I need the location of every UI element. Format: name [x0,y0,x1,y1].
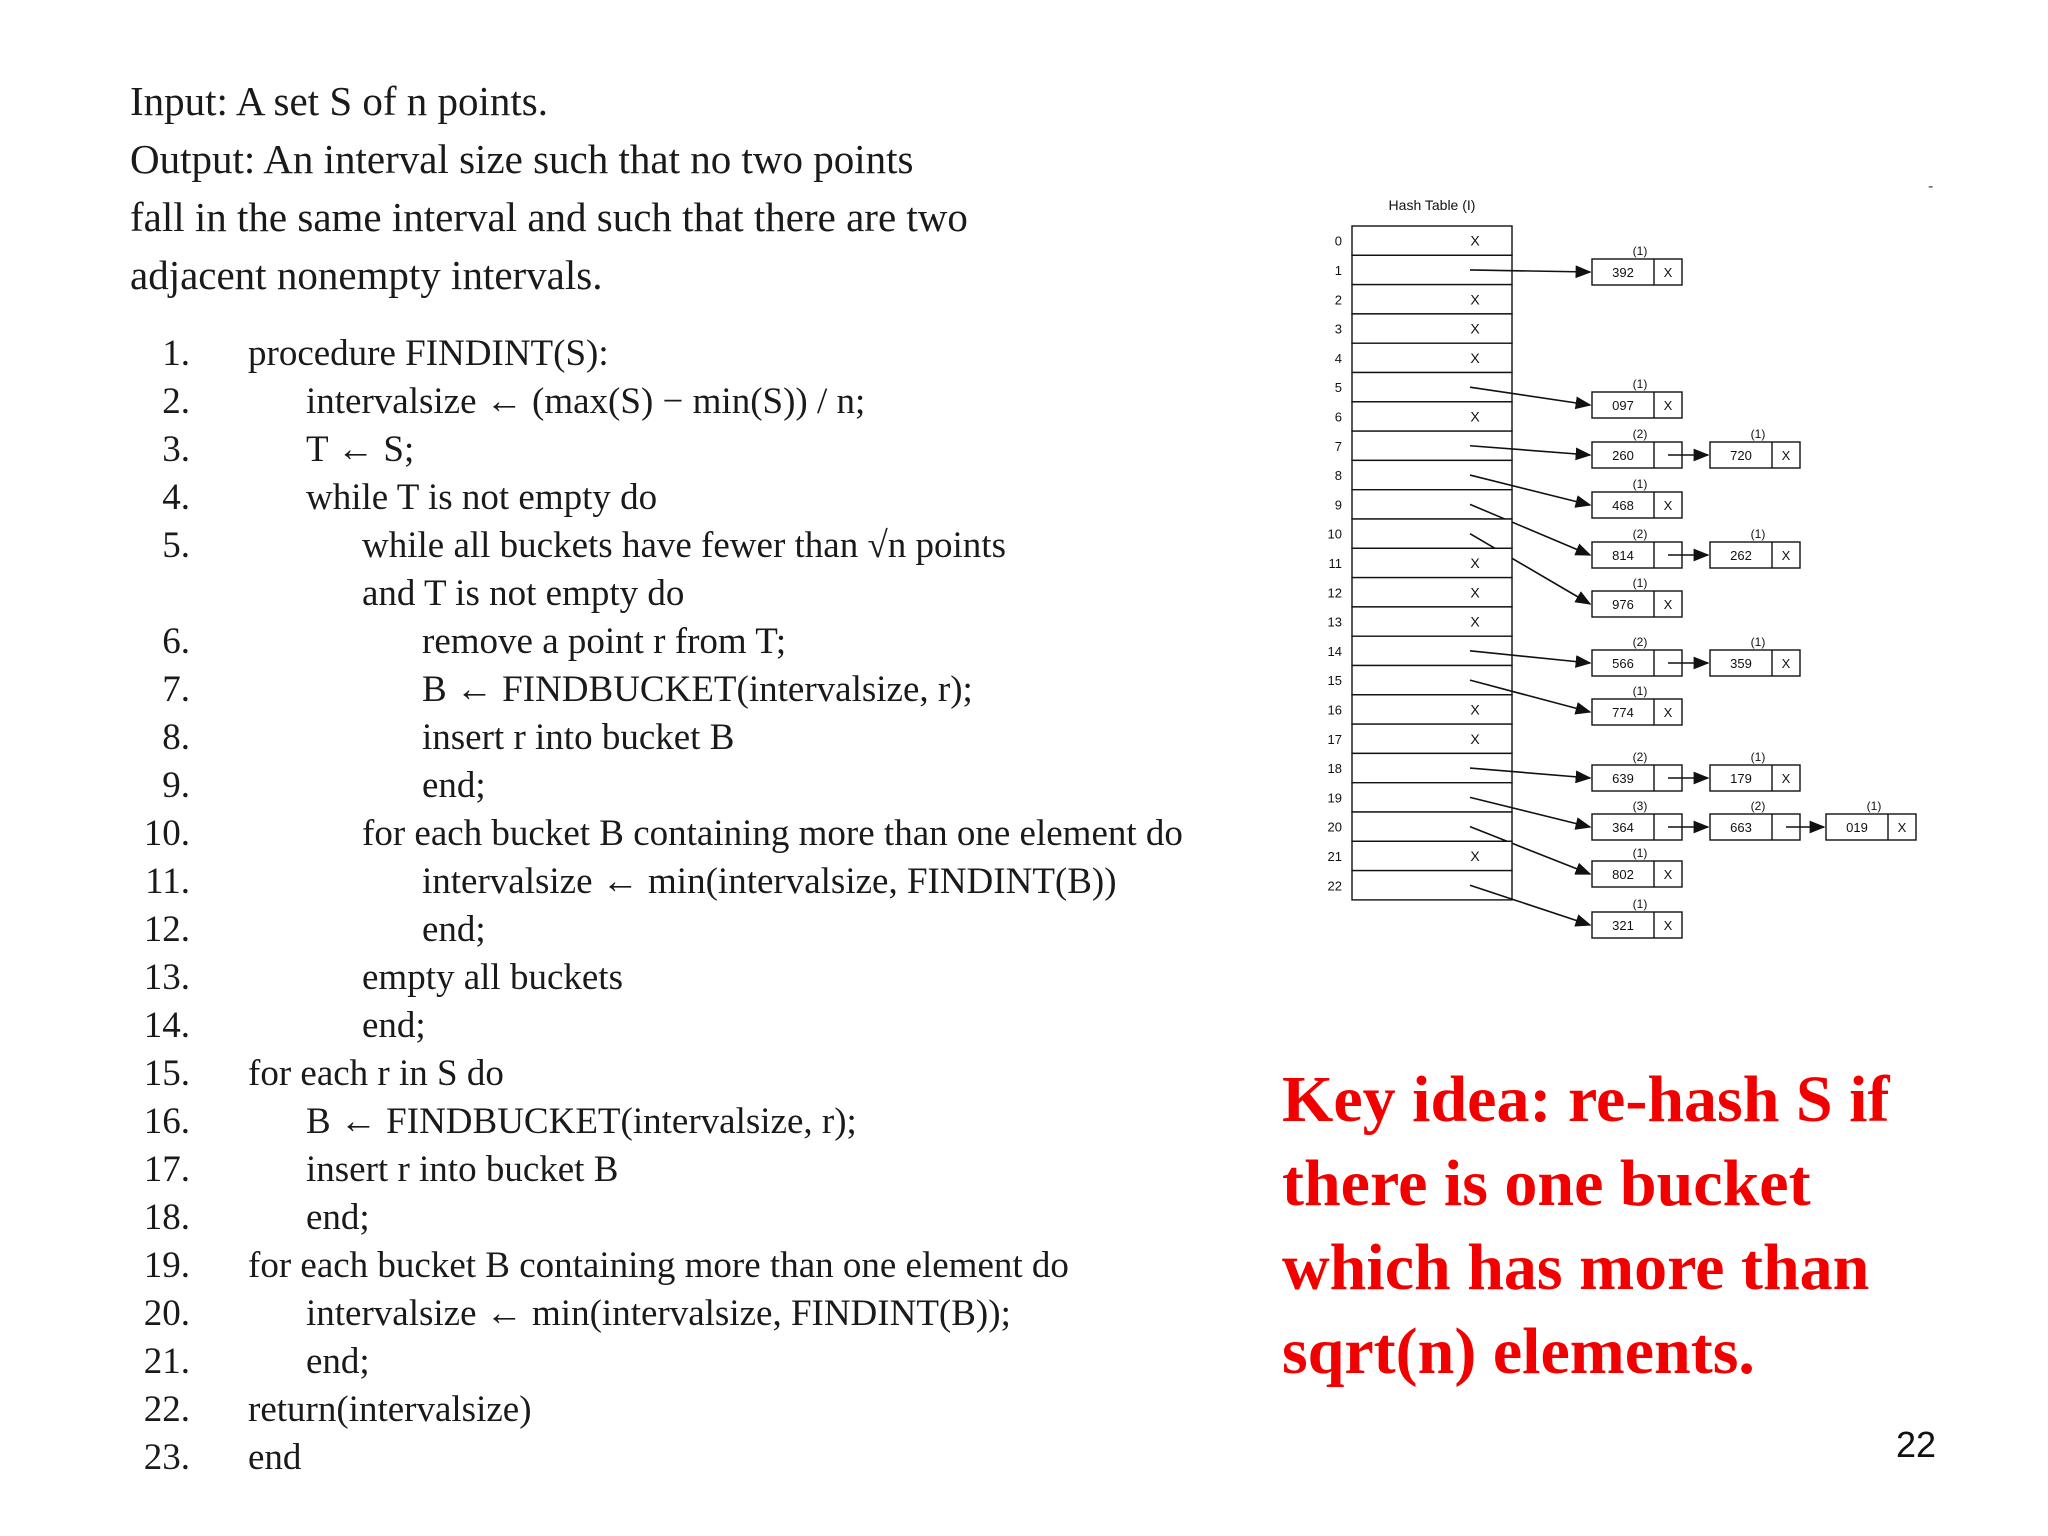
slot-index: 3 [1334,321,1342,337]
code-text: end; [306,1197,370,1238]
node-value: 976 [1612,597,1634,612]
key-idea-line-3: which has more than [1282,1231,1870,1304]
node-value: 720 [1730,448,1752,463]
slot-index: 16 [1327,702,1342,718]
null-pointer: X [1663,398,1673,413]
code-text: end; [362,1005,426,1046]
key-idea-line-1: Key idea: re-hash S if [1282,1063,1890,1136]
hash-slot [1352,783,1512,812]
hash-table-diagram [1320,190,1940,960]
node-value: 364 [1612,820,1634,835]
hash-slot [1352,460,1512,489]
slot-index: 12 [1327,585,1342,601]
output-line-1: Output: An interval size such that no two points [130,136,914,182]
hash-slot [1352,724,1512,753]
key-idea-line-2: there is one bucket [1282,1147,1811,1220]
line-number: 18. [143,1197,190,1238]
slot-index: 2 [1334,292,1342,308]
code-text: while T is not empty do [306,477,658,518]
page-number: 22 [1896,1424,1937,1465]
node-value: 260 [1612,448,1634,463]
hash-slot [1352,314,1512,343]
line-number: 20. [143,1293,190,1334]
hash-slot [1352,578,1512,607]
node-value: 774 [1612,705,1634,720]
node-value: 321 [1612,918,1634,933]
null-pointer: X [1663,498,1673,513]
slot-index: 7 [1334,438,1342,454]
node-count: (1) [1866,799,1882,813]
slot-index: 22 [1327,878,1342,894]
corner-mark: - [1928,178,1934,195]
line-number: 3. [162,429,190,470]
node-count: (2) [1632,635,1648,649]
node-value: 814 [1612,548,1634,563]
code-text: intervalsize ← min(intervalsize, FINDINT(B)) [422,861,1117,902]
code-text: end; [422,765,486,806]
line-number: 8. [162,717,190,758]
code-text: while all buckets have fewer than √n points [362,525,1006,566]
code-text: B ← FINDBUCKET(intervalsize, r); [306,1101,857,1142]
hash-slot [1352,226,1512,255]
null-pointer: X [1781,771,1791,786]
line-number: 6. [162,621,190,662]
key-idea-callout [1282,1058,1889,1394]
hash-slot [1352,607,1512,636]
null-pointer: X [1663,867,1673,882]
node-count: (1) [1632,897,1648,911]
null-pointer: X [1470,320,1480,337]
slot-index: 13 [1327,614,1342,630]
null-pointer: X [1663,265,1673,280]
code-text: T ← S; [306,429,415,470]
node-count: (1) [1632,244,1648,258]
slot-index: 20 [1327,819,1342,835]
code-text: and T is not empty do [362,573,685,614]
null-pointer: X [1781,656,1791,671]
code-text: insert r into bucket B [422,717,735,758]
input-line: Input: A set S of n points. [130,78,549,124]
line-number: 7. [162,669,190,710]
null-pointer: X [1470,232,1480,249]
null-pointer: X [1897,820,1907,835]
node-count: (1) [1750,427,1766,441]
null-pointer: X [1470,730,1480,747]
node-value: 019 [1846,820,1868,835]
node-value: 392 [1612,265,1634,280]
line-number: 14. [143,1005,190,1046]
null-pointer: X [1470,584,1480,601]
hash-slot [1352,871,1512,900]
node-value: 639 [1612,771,1634,786]
node-count: (1) [1632,477,1648,491]
node-count: (1) [1632,576,1648,590]
null-pointer: X [1470,408,1480,425]
code-text: end [248,1437,302,1478]
slot-index: 11 [1328,555,1342,571]
line-number: 5. [162,525,190,566]
hash-slot [1352,402,1512,431]
code-text: end; [306,1341,370,1382]
line-number: 12. [143,909,190,950]
node-count: (1) [1750,635,1766,649]
hash-slot [1352,666,1512,695]
line-number: 13. [143,957,190,998]
key-idea-line-4: sqrt(n) elements. [1282,1315,1755,1388]
code-text: empty all buckets [362,957,623,998]
null-pointer: X [1470,847,1480,864]
line-number: 4. [162,477,190,518]
line-number: 2. [162,381,190,422]
hash-slot [1352,285,1512,314]
line-number: 23. [143,1437,190,1478]
hash-slot [1352,636,1512,665]
code-text: for each bucket B containing more than one element do [362,813,1183,854]
hash-slot [1352,695,1512,724]
node-count: (1) [1750,750,1766,764]
node-value: 566 [1612,656,1634,671]
slot-index: 14 [1327,643,1342,659]
node-count: (1) [1632,684,1648,698]
node-value: 468 [1612,498,1634,513]
node-value: 663 [1730,820,1752,835]
code-text: for each bucket B containing more than one element do [248,1245,1069,1286]
node-count: (2) [1750,799,1766,813]
hash-slot [1352,548,1512,577]
slot-index: 15 [1327,673,1342,689]
null-pointer: X [1781,548,1791,563]
null-pointer: X [1470,349,1480,366]
line-number: 15. [143,1053,190,1094]
line-number: 16. [143,1101,190,1142]
hash-slot [1352,841,1512,870]
output-line-2: fall in the same interval and such that there are two [130,194,968,240]
code-text: procedure FINDINT(S): [248,333,609,374]
code-text: remove a point r from T; [422,621,787,662]
slot-index: 5 [1334,380,1342,396]
line-number: 9. [162,765,190,806]
hash-slot [1352,753,1512,782]
line-number: 19. [143,1245,190,1286]
node-value: 097 [1612,398,1634,413]
line-number: 22. [143,1389,190,1430]
slot-index: 19 [1327,790,1342,806]
node-count: (2) [1632,427,1648,441]
slot-index: 8 [1334,468,1342,484]
code-text: intervalsize ← (max(S) − min(S)) / n; [306,381,866,422]
null-pointer: X [1663,918,1673,933]
line-number: 10. [143,813,190,854]
node-value: 802 [1612,867,1634,882]
node-count: (3) [1632,799,1648,813]
output-line-3: adjacent nonempty intervals. [130,252,603,298]
null-pointer: X [1663,597,1673,612]
algorithm-listing [130,330,1280,1530]
node-value: 359 [1730,656,1752,671]
slot-index: 21 [1327,848,1342,864]
null-pointer: X [1470,701,1480,718]
slot-index: 17 [1327,731,1342,747]
slot-index: 4 [1334,350,1342,366]
null-pointer: X [1781,448,1791,463]
node-count: (1) [1632,846,1648,860]
null-pointer: X [1470,613,1480,630]
line-number: 1. [162,333,190,374]
hash-slot [1352,373,1512,402]
slot-index: 9 [1334,497,1342,513]
code-text: return(intervalsize) [248,1389,532,1430]
node-count: (1) [1632,377,1648,391]
chain-pointer [1470,885,1590,925]
hash-slot [1352,431,1512,460]
line-number: 11. [145,861,190,902]
slot-index: 6 [1334,409,1342,425]
line-number: 21. [143,1341,190,1382]
slot-index: 10 [1327,526,1342,542]
node-count: (2) [1632,527,1648,541]
null-pointer: X [1470,554,1480,571]
slot-index: 0 [1334,233,1342,249]
code-text: intervalsize ← min(intervalsize, FINDINT(B)); [306,1293,1011,1334]
null-pointer: X [1470,291,1480,308]
hash-table-title: Hash Table (I) [1388,197,1476,213]
node-value: 262 [1730,548,1752,563]
slot-index: 18 [1327,761,1342,777]
slot-index: 1 [1334,262,1342,278]
node-value: 179 [1730,771,1752,786]
hash-slot [1352,343,1512,372]
code-text: insert r into bucket B [306,1149,619,1190]
hash-slot [1352,812,1512,841]
node-count: (1) [1750,527,1766,541]
null-pointer: X [1663,705,1673,720]
line-number: 17. [143,1149,190,1190]
problem-statement [130,72,968,304]
code-text: B ← FINDBUCKET(intervalsize, r); [422,669,973,710]
code-text: for each r in S do [248,1053,504,1094]
code-text: end; [422,909,486,950]
node-count: (2) [1632,750,1648,764]
hash-slot [1352,490,1512,519]
